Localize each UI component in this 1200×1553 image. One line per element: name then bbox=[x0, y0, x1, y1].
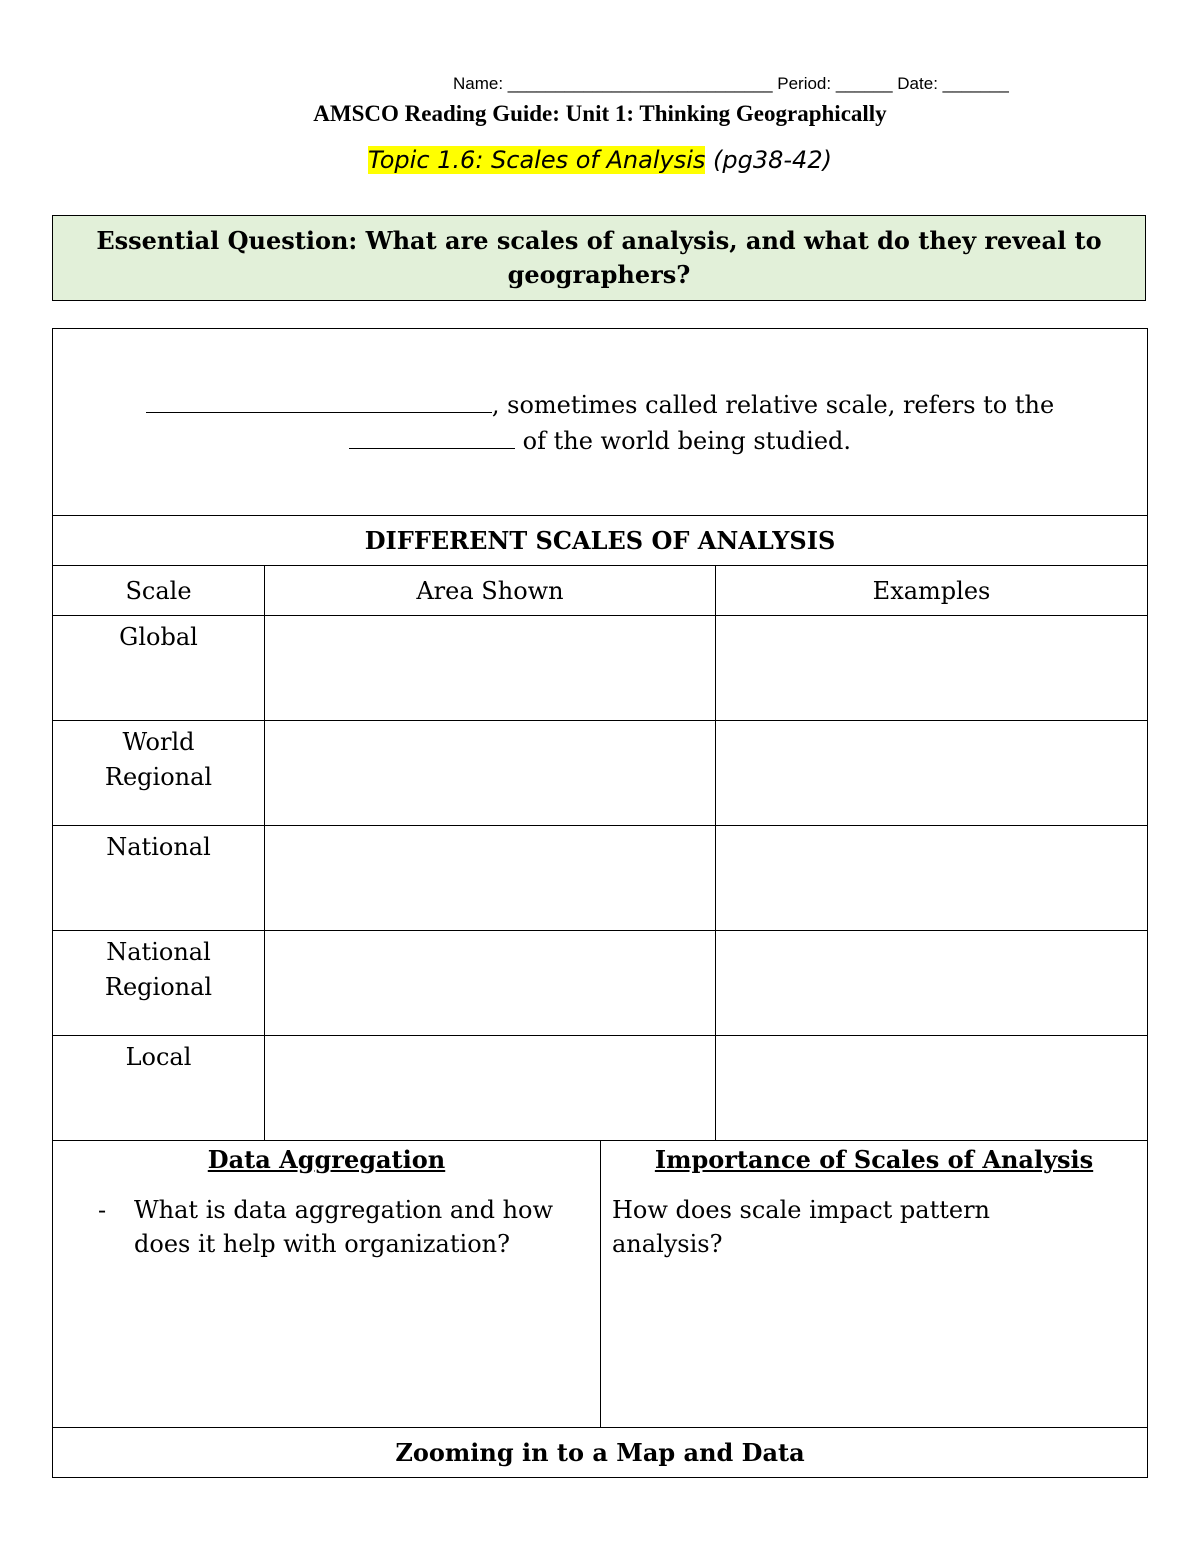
zoom-section-title: Zooming in to a Map and Data bbox=[53, 1428, 1148, 1478]
table-row bbox=[53, 1036, 1148, 1141]
topic-pages: (pg38-42) bbox=[705, 146, 832, 174]
examples-answer-cell[interactable] bbox=[716, 616, 1148, 721]
data-aggregation-question-item bbox=[53, 1193, 600, 1261]
scale-name: Global bbox=[53, 616, 265, 721]
scale-name: Local bbox=[53, 1036, 265, 1141]
examples-answer-cell[interactable] bbox=[716, 826, 1148, 931]
area-shown-answer-cell[interactable] bbox=[265, 931, 716, 1036]
scale-name: World Regional bbox=[53, 721, 265, 826]
examples-answer-cell[interactable] bbox=[716, 931, 1148, 1036]
column-header-area-shown: Area Shown bbox=[265, 566, 716, 616]
topic-title: Topic 1.6: Scales of Analysis bbox=[368, 146, 706, 174]
table-row bbox=[53, 616, 1148, 721]
column-header-examples: Examples bbox=[716, 566, 1148, 616]
table-row bbox=[53, 721, 1148, 826]
table-row bbox=[53, 931, 1148, 1036]
area-shown-answer-cell[interactable] bbox=[265, 616, 716, 721]
answer-blank-term[interactable] bbox=[146, 386, 492, 413]
answer-blank-portion[interactable] bbox=[349, 422, 515, 449]
examples-answer-cell[interactable] bbox=[716, 1036, 1148, 1141]
data-aggregation-title: Data Aggregation bbox=[207, 1145, 446, 1174]
area-shown-answer-cell[interactable] bbox=[265, 826, 716, 931]
definition-cell bbox=[53, 329, 1148, 516]
importance-question: How does scale impact pattern analysis? bbox=[612, 1196, 990, 1258]
definition-part-2: of the world being studied. bbox=[515, 427, 852, 455]
area-shown-answer-cell[interactable] bbox=[265, 721, 716, 826]
scales-table-title: DIFFERENT SCALES OF ANALYSIS bbox=[53, 516, 1148, 566]
scale-name: National Regional bbox=[53, 931, 265, 1036]
examples-answer-cell[interactable] bbox=[716, 721, 1148, 826]
list-dash: - bbox=[98, 1196, 107, 1224]
data-aggregation-cell[interactable] bbox=[53, 1141, 601, 1428]
column-header-scale: Scale bbox=[53, 566, 265, 616]
definition-part-1: , sometimes called relative scale, refers to the bbox=[491, 391, 1055, 419]
name-period-date-line: Name: ____________________________ Period: ______ Date: _______ bbox=[453, 74, 1009, 93]
importance-title: Importance of Scales of Analysis bbox=[654, 1145, 1094, 1174]
data-aggregation-question: What is data aggregation and how does it help with organization? bbox=[134, 1196, 554, 1258]
scales-worksheet-table bbox=[52, 328, 1148, 1478]
area-shown-answer-cell[interactable] bbox=[265, 1036, 716, 1141]
guide-title: AMSCO Reading Guide: Unit 1: Thinking Geographically bbox=[313, 101, 887, 126]
essential-question-box bbox=[52, 215, 1146, 301]
scale-name: National bbox=[53, 826, 265, 931]
table-row bbox=[53, 826, 1148, 931]
topic-line bbox=[0, 146, 1200, 174]
importance-cell[interactable] bbox=[601, 1141, 1148, 1428]
essential-question: Essential Question: What are scales of analysis, and what do they reveal to geographers? bbox=[96, 226, 1102, 289]
